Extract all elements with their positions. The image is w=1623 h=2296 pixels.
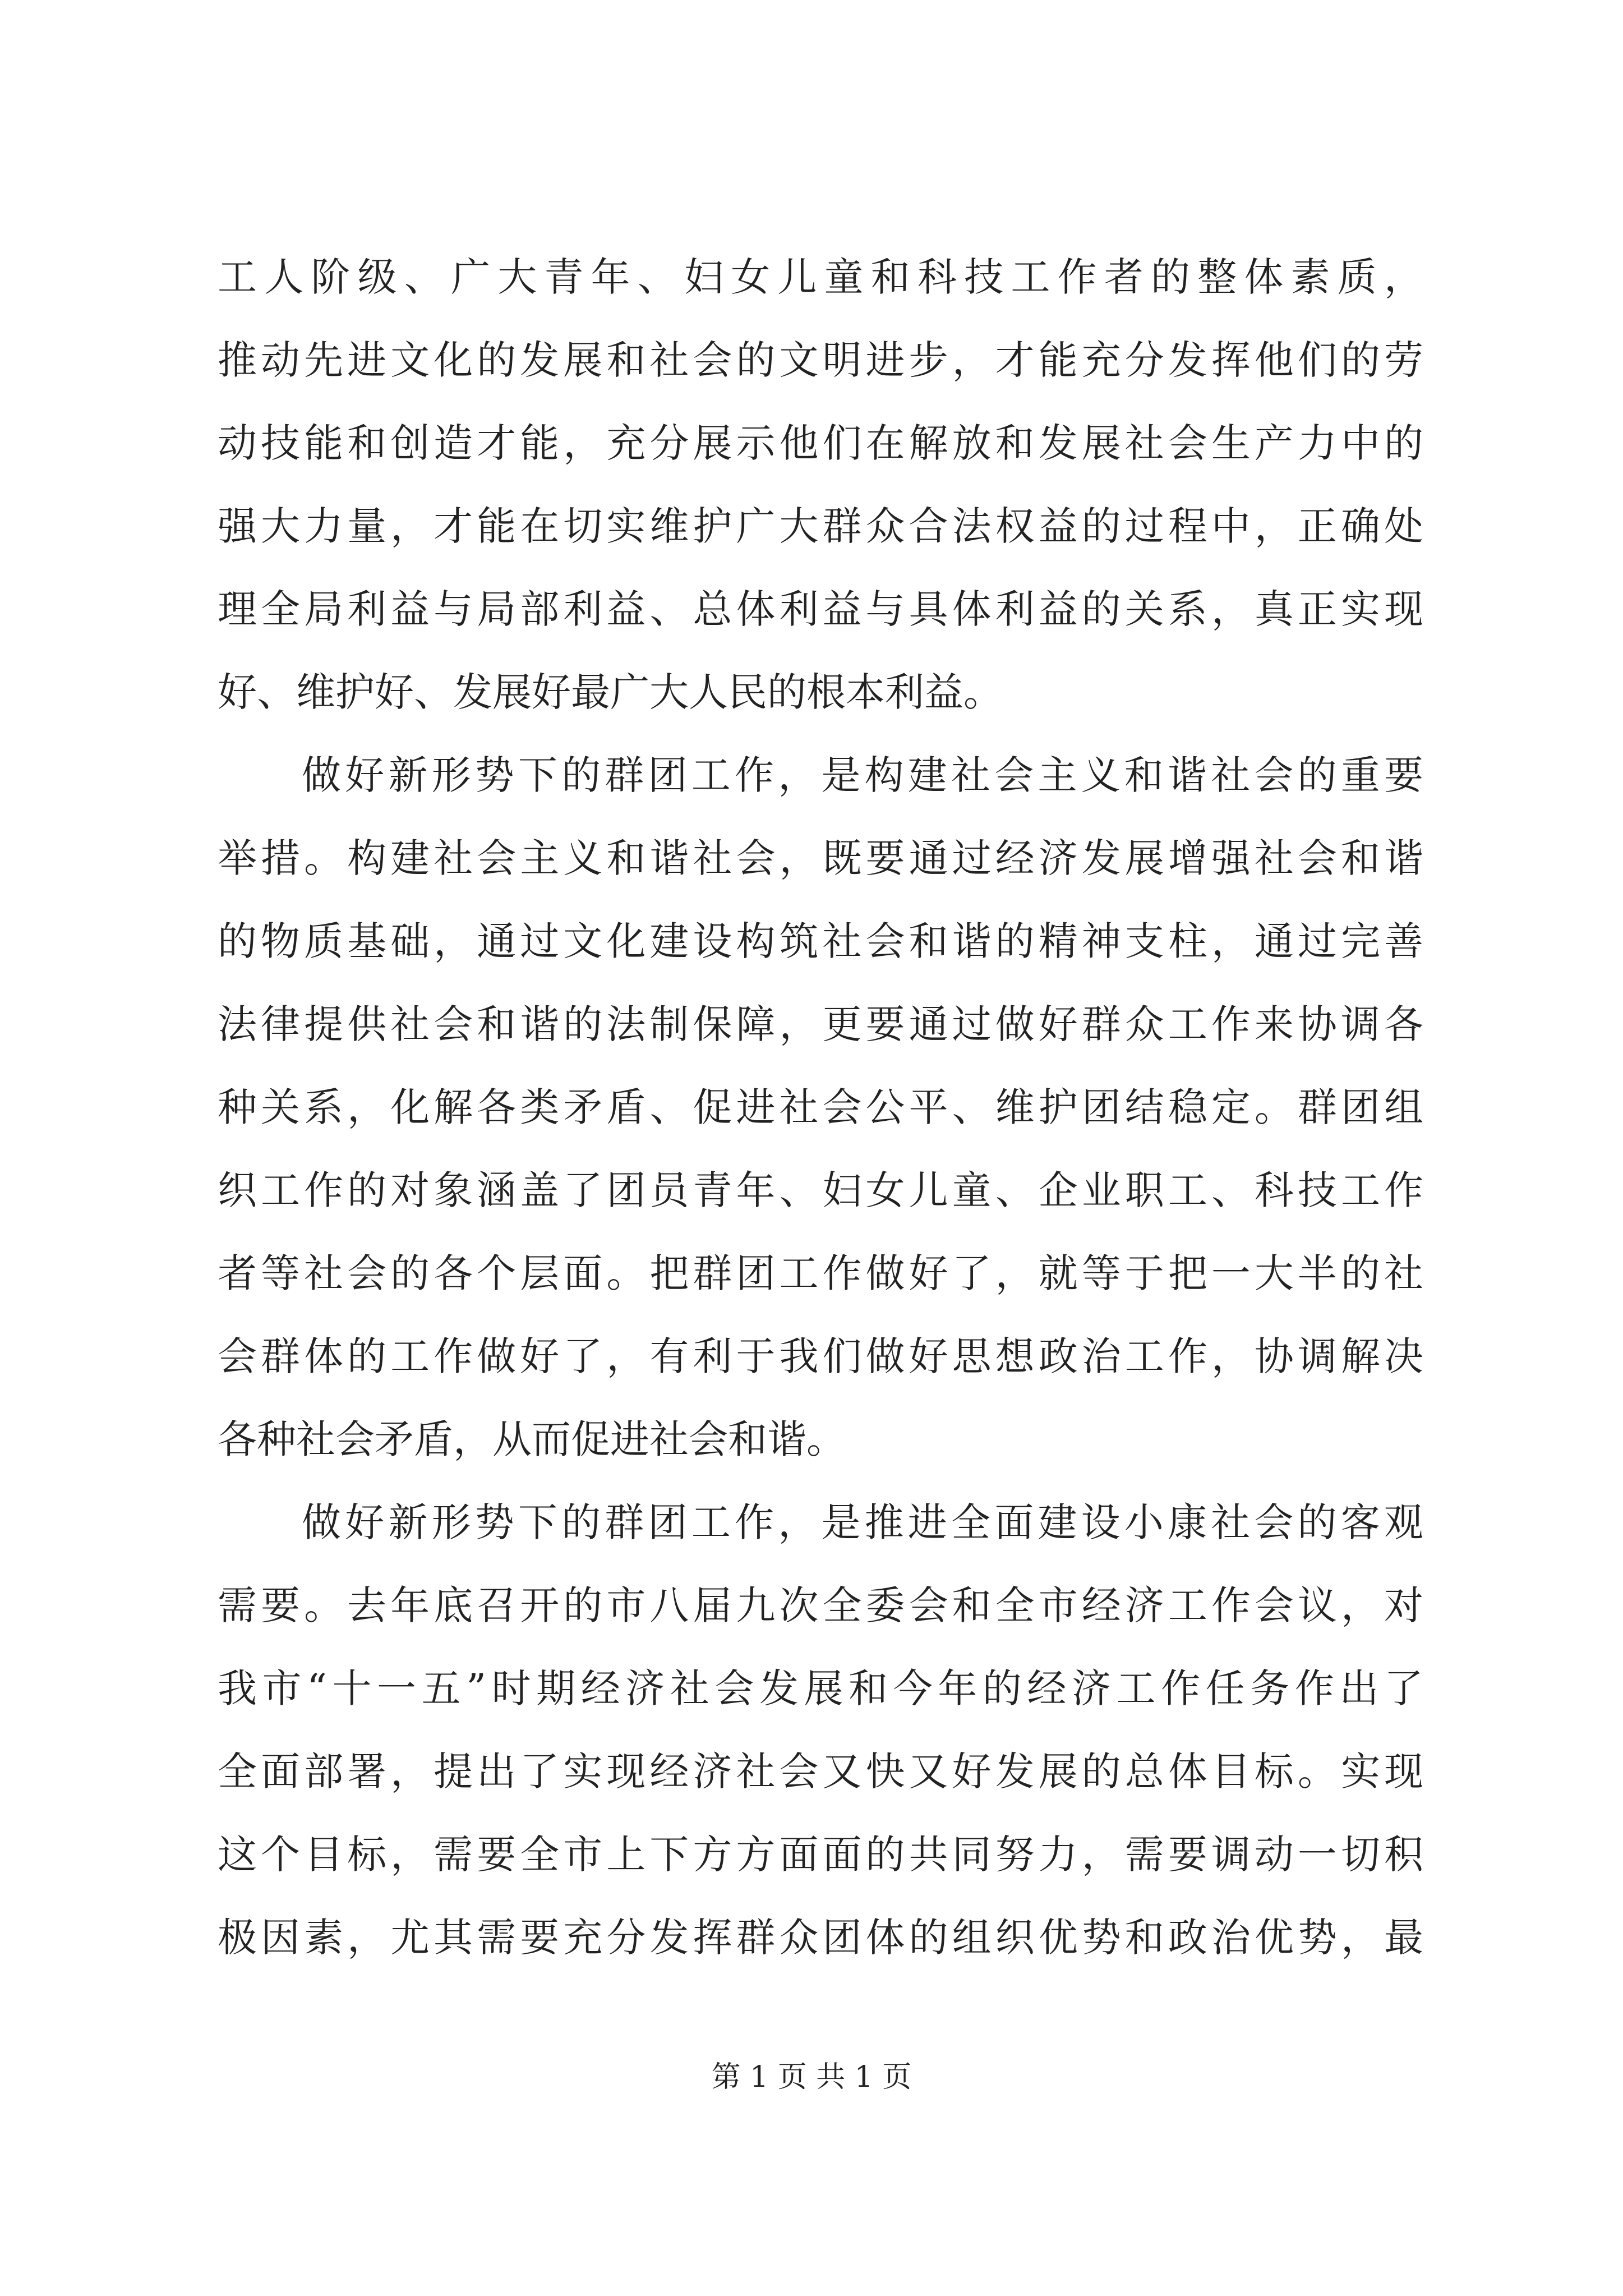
paragraph-1 — [218, 236, 1423, 734]
text-line: 强大力量，才能在切实维护广大群众合法权益的过程中，正确处 — [218, 503, 1423, 549]
text-line: 动技能和创造才能，充分展示他们在解放和发展社会生产力中的 — [218, 420, 1423, 466]
paragraph-2 — [218, 734, 1423, 1481]
text-line: 全面部署，提出了实现经济社会又快又好发展的总体目标。实现 — [218, 1749, 1423, 1795]
text-line: 需要。去年底召开的市八届九次全委会和全市经济工作会议，对 — [218, 1582, 1423, 1628]
document-body — [218, 236, 1423, 1979]
text-line: 法律提供社会和谐的法制保障，更要通过做好群众工作来协调各 — [218, 1001, 1423, 1047]
text-line: 好、维护好、发展好最广大人民的根本利益。 — [218, 669, 1003, 715]
text-line: 举措。构建社会主义和谐社会，既要通过经济发展增强社会和谐 — [218, 835, 1423, 881]
text-line: 理全局利益与局部利益、总体利益与具体利益的关系，真正实现 — [218, 586, 1423, 632]
text-line: 我市“十一五”时期经济社会发展和今年的经济工作任务作出了 — [218, 1665, 1423, 1711]
text-line: 的物质基础，通过文化建设构筑社会和谐的精神支柱，通过完善 — [218, 918, 1423, 964]
text-line: 各种社会矛盾，从而促进社会和谐。 — [218, 1416, 846, 1462]
text-line: 种关系，化解各类矛盾、促进社会公平、维护团结稳定。群团组 — [218, 1084, 1423, 1130]
text-line: 推动先进文化的发展和社会的文明进步，才能充分发挥他们的劳 — [218, 337, 1423, 383]
text-line: 会群体的工作做好了，有利于我们做好思想政治工作，协调解决 — [218, 1333, 1423, 1379]
page-footer: 第 1 页 共 1 页 — [711, 2060, 912, 2094]
text-line: 织工作的对象涵盖了团员青年、妇女儿童、企业职工、科技工作 — [218, 1167, 1423, 1213]
text-line: 做好新形势下的群团工作，是推进全面建设小康社会的客观 — [302, 1499, 1423, 1545]
text-line: 极因素，尤其需要充分发挥群众团体的组织优势和政治优势，最 — [218, 1915, 1423, 1961]
text-line: 做好新形势下的群团工作，是构建社会主义和谐社会的重要 — [302, 752, 1423, 798]
paragraph-3 — [218, 1481, 1423, 1979]
text-line: 这个目标，需要全市上下方方面面的共同努力，需要调动一切积 — [218, 1832, 1423, 1878]
text-line: 工人阶级、广大青年、妇女儿童和科技工作者的整体素质， — [218, 254, 1423, 300]
text-line: 者等社会的各个层面。把群团工作做好了，就等于把一大半的社 — [218, 1250, 1423, 1296]
